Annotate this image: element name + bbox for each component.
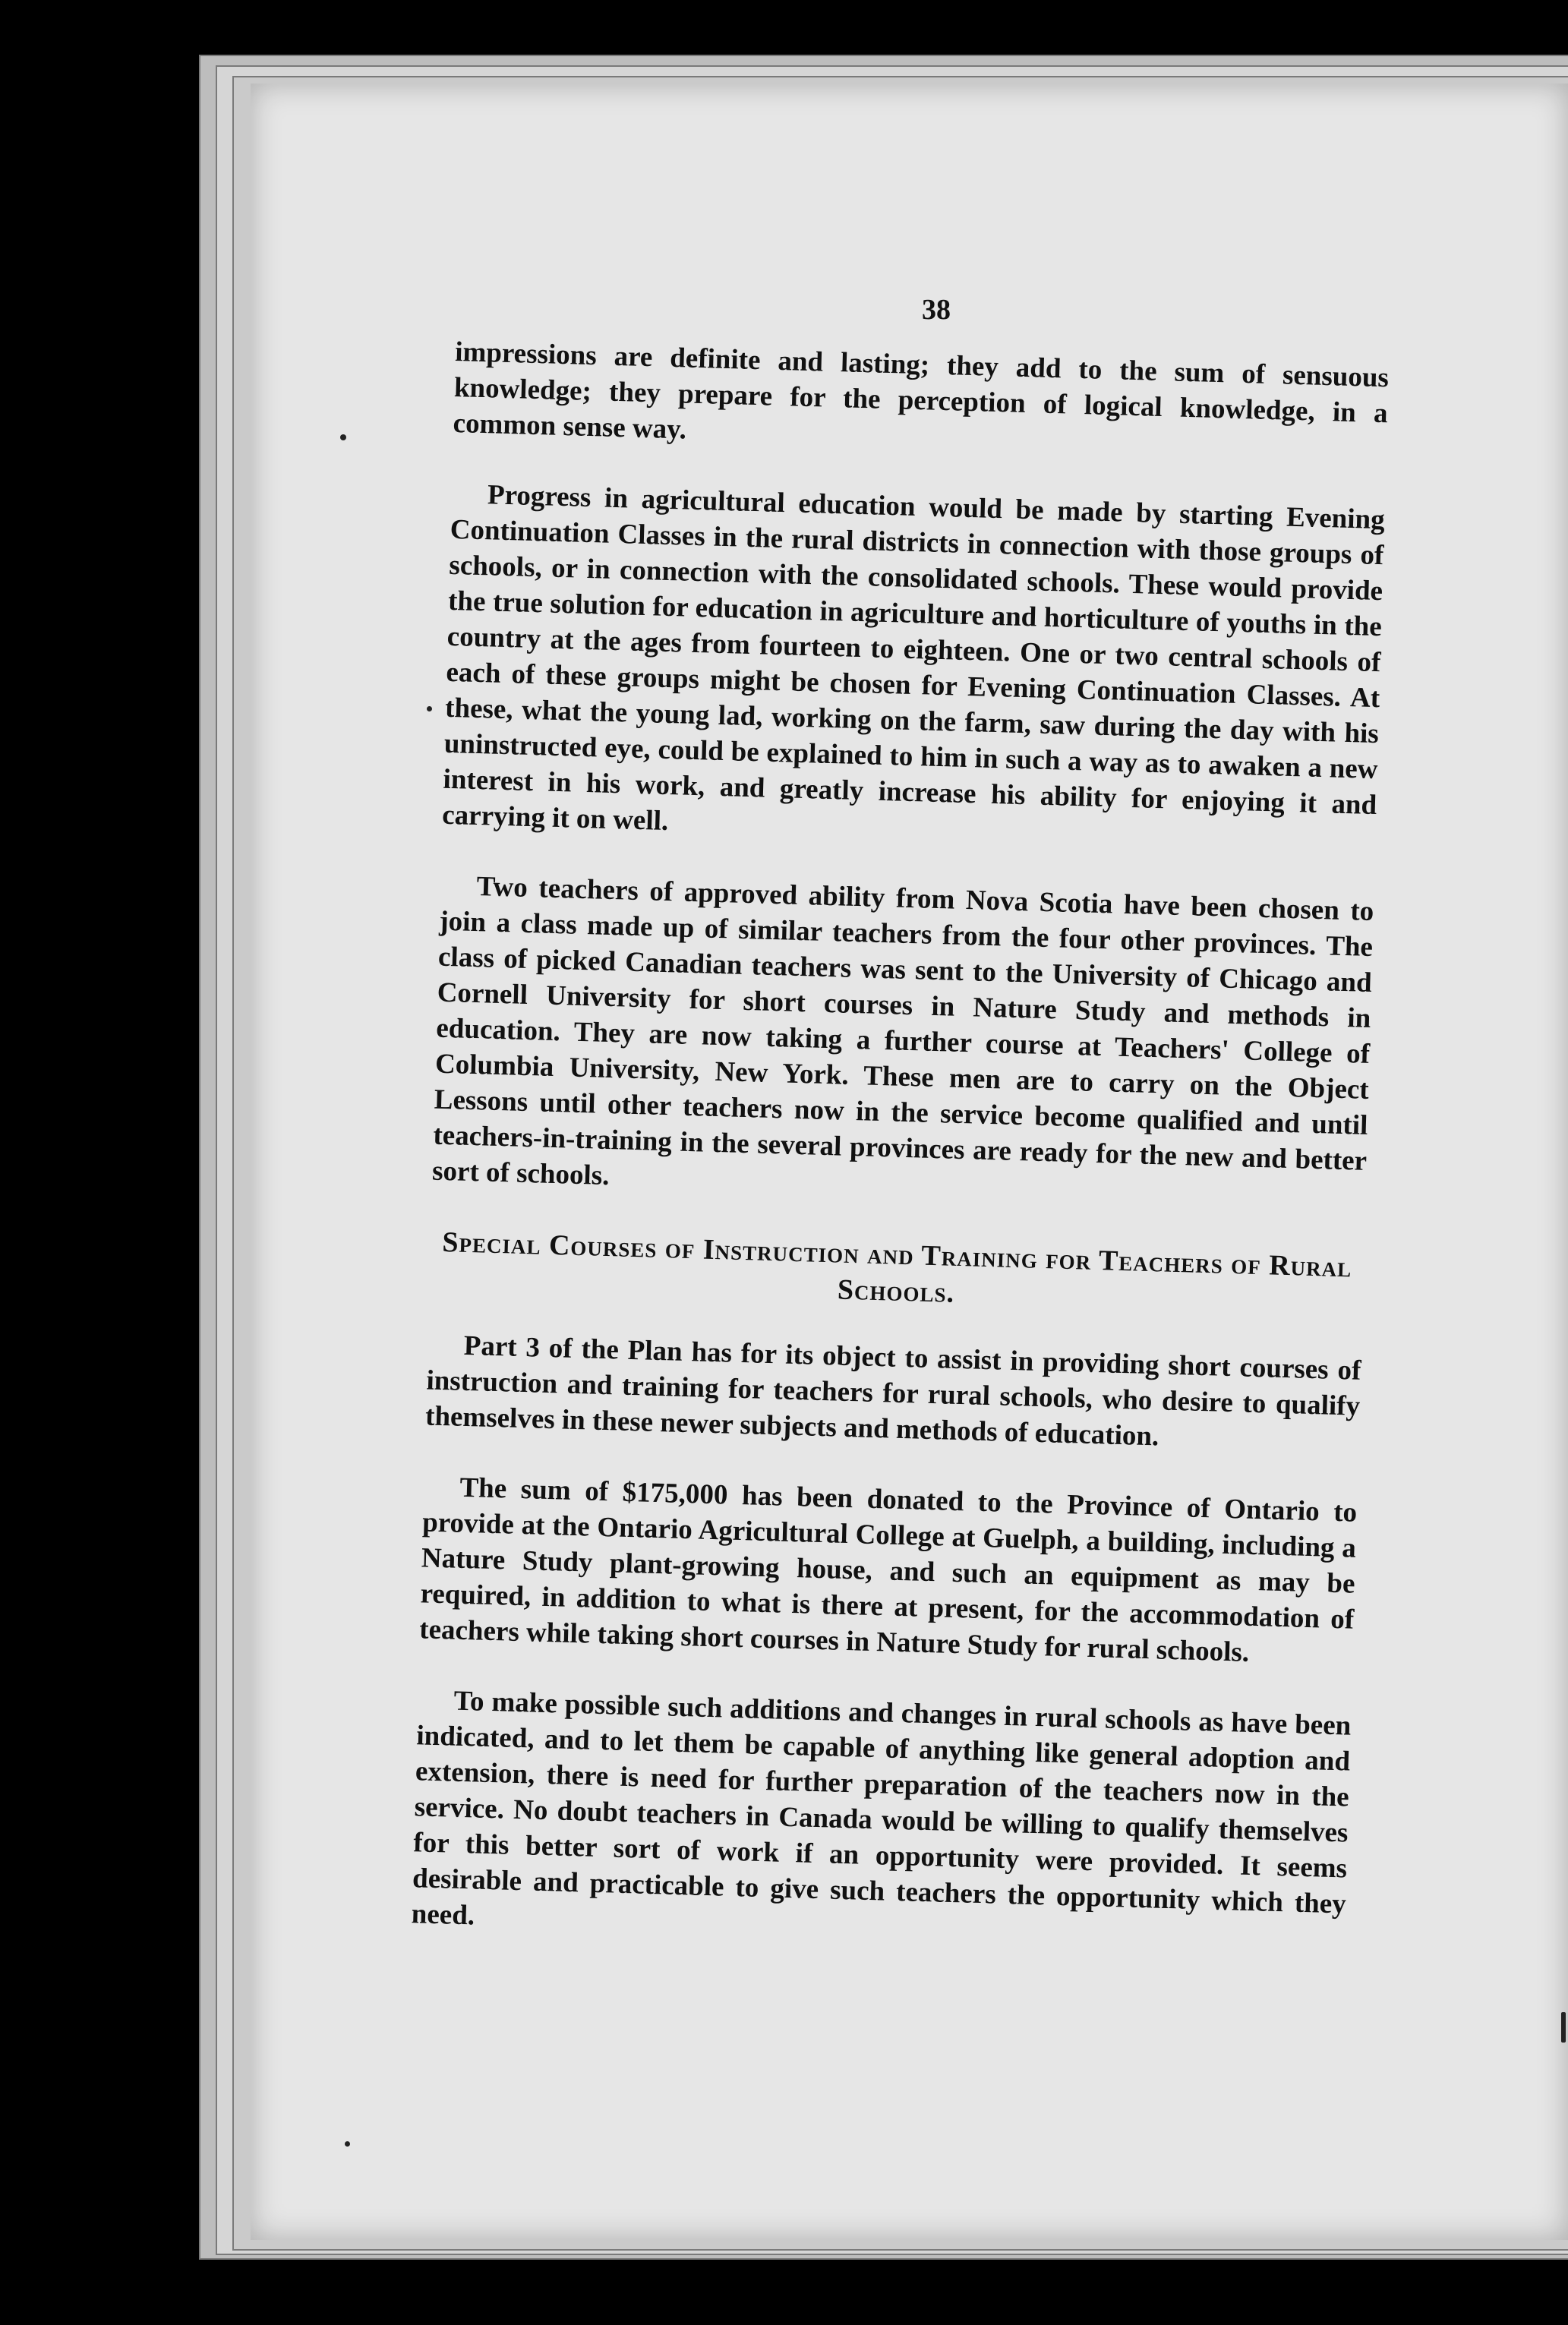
paragraph: Progress in agricultural education would be made by starting Evening Continuation Classes in the rural districts in connection with those groups of schools, or in connection with the consolidated schools. These would provide the true solution for education in agriculture and horticulture of youths in the country at the ages from fourteen to eighteen. One or two central schools of each of these groups might be chosen for Evening Continuation Classes. At these, what the young lad, working on the farm, saw during the day with his uninstructed eye, could be explained to him in such a way as to awaken a new interest in his work, and greatly increase his ability for enjoying it and carrying it on well. xyxy=(441,479,1386,838)
print-speck xyxy=(345,2141,350,2147)
paragraph: Part 3 of the Plan has for its object to assist in providing short courses of instruction and training for teachers for rural schools, who desire to qualify themselves in these newer subjects and methods of education. xyxy=(424,1330,1361,1453)
page-body xyxy=(410,334,1390,1993)
page-number: 38 xyxy=(922,294,951,326)
paragraph: The sum of $175,000 has been donated to the Province of Ontario to provide at the Ontario Agricultural College at Guelph, a building, including a Nature Study plant-growing house, and such an equipment as may be required, in addition to what is there at present, for the accommodation of teachers while taking short courses in Nature Study for rural schools. xyxy=(418,1472,1358,1668)
section-heading: Special Courses of Instruction and Training for Teachers of Rural Schools. xyxy=(441,1226,1352,1309)
paragraph: impressions are definite and lasting; they add to the sum of sensuous knowledge; they prepare for the perception of logical knowledge, in a common sense way. xyxy=(453,336,1390,446)
print-speck xyxy=(427,706,432,711)
print-speck xyxy=(340,434,346,440)
paragraph: To make possible such additions and changes in rural schools as have been indicated, and to let them be capable of anything like general adoption and extension, there is need for further preparation of the teachers now in the service. No doubt teachers in Canada would be willing to qualify themselves for this better sort of work if an opportunity were provided. It seems desirable and practicable to give such teachers the opportunity which they need. xyxy=(411,1685,1352,1932)
print-speck xyxy=(1561,2012,1566,2043)
paragraph: Two teachers of approved ability from Nova Scotia have been chosen to join a class made up of similar teachers from the four other provinces. The class of picked Canadian teachers was sent to the University of Chicago and Cornell University for short courses in Nature Study and methods in education. They are now taking a further course at Teachers' College of Columbia University, New York. These men are to carry on the Object Lessons until other teachers now in the service become qualified and until teachers-in-training in the several provinces are ready for the new and better sort of schools. xyxy=(431,871,1374,1192)
